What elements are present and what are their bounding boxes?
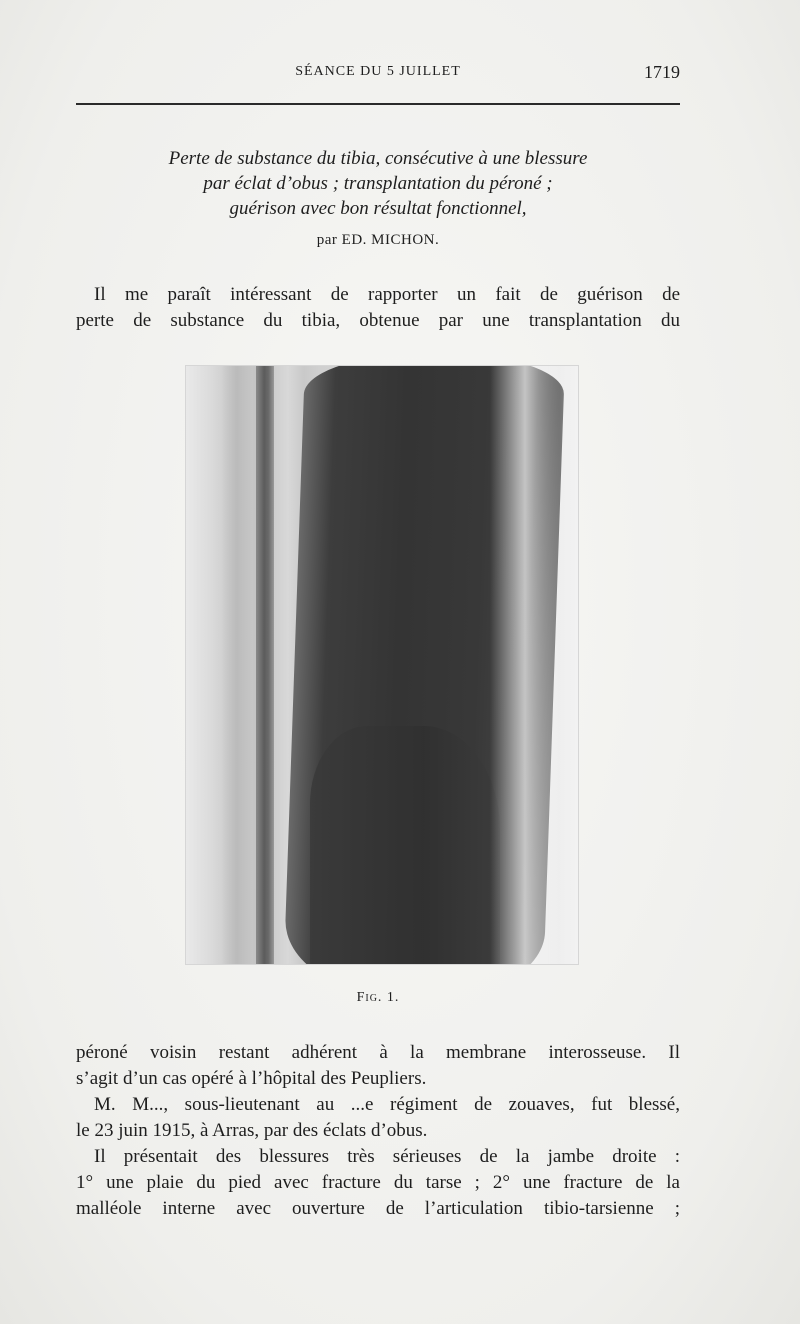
text-line: perte de substance du tibia, obtenue par une transplantation du	[76, 310, 680, 331]
header-rule	[76, 103, 680, 105]
paragraph-peroné	[76, 1040, 680, 1092]
text-line: Il me paraît intéressant de rapporter un fait de guérison de	[94, 284, 680, 305]
text-line: malléole interne avec ouverture de l’articulation tibio-tarsienne ;	[76, 1198, 680, 1219]
article-title	[76, 146, 680, 221]
xray-halo	[490, 366, 560, 964]
running-title: SÉANCE DU 5 JUILLET	[295, 64, 461, 79]
text-line: 1° une plaie du pied avec fracture du tarse ; 2° une fracture de la	[76, 1172, 680, 1193]
text-line: péroné voisin restant adhérent à la membrane interosseuse. Il	[76, 1042, 680, 1063]
byline: par ED. MICHON.	[316, 232, 440, 248]
title-line: par éclat d’obus ; transplantation du péroné ;	[203, 173, 553, 194]
text-line: s’agit d’un cas opéré à l’hôpital des Peupliers.	[76, 1068, 427, 1089]
figure-caption	[76, 990, 680, 1006]
xray-figure	[186, 366, 578, 964]
paragraph-injuries	[76, 1144, 680, 1222]
figure-caption-text: Fig. 1.	[356, 990, 400, 1005]
title-line: guérison avec bon résultat fonctionnel,	[229, 198, 527, 219]
text-line: Il présentait des blessures très sérieuses de la jambe droite :	[94, 1146, 680, 1167]
page-number: 1719	[644, 62, 680, 82]
xray-tibia-lower	[310, 726, 500, 964]
title-line: Perte de substance du tibia, consécutive à une blessure	[168, 148, 588, 169]
xray-soft-tissue	[222, 366, 252, 964]
running-head	[76, 64, 680, 88]
paragraph-intro	[76, 282, 680, 334]
text-line: M. M..., sous-lieutenant au ...e régiment de zouaves, fut blessé,	[94, 1094, 680, 1115]
paragraph-patient	[76, 1092, 680, 1144]
text-line: le 23 juin 1915, à Arras, par des éclats d’obus.	[76, 1120, 428, 1141]
xray-fibula	[256, 366, 274, 964]
